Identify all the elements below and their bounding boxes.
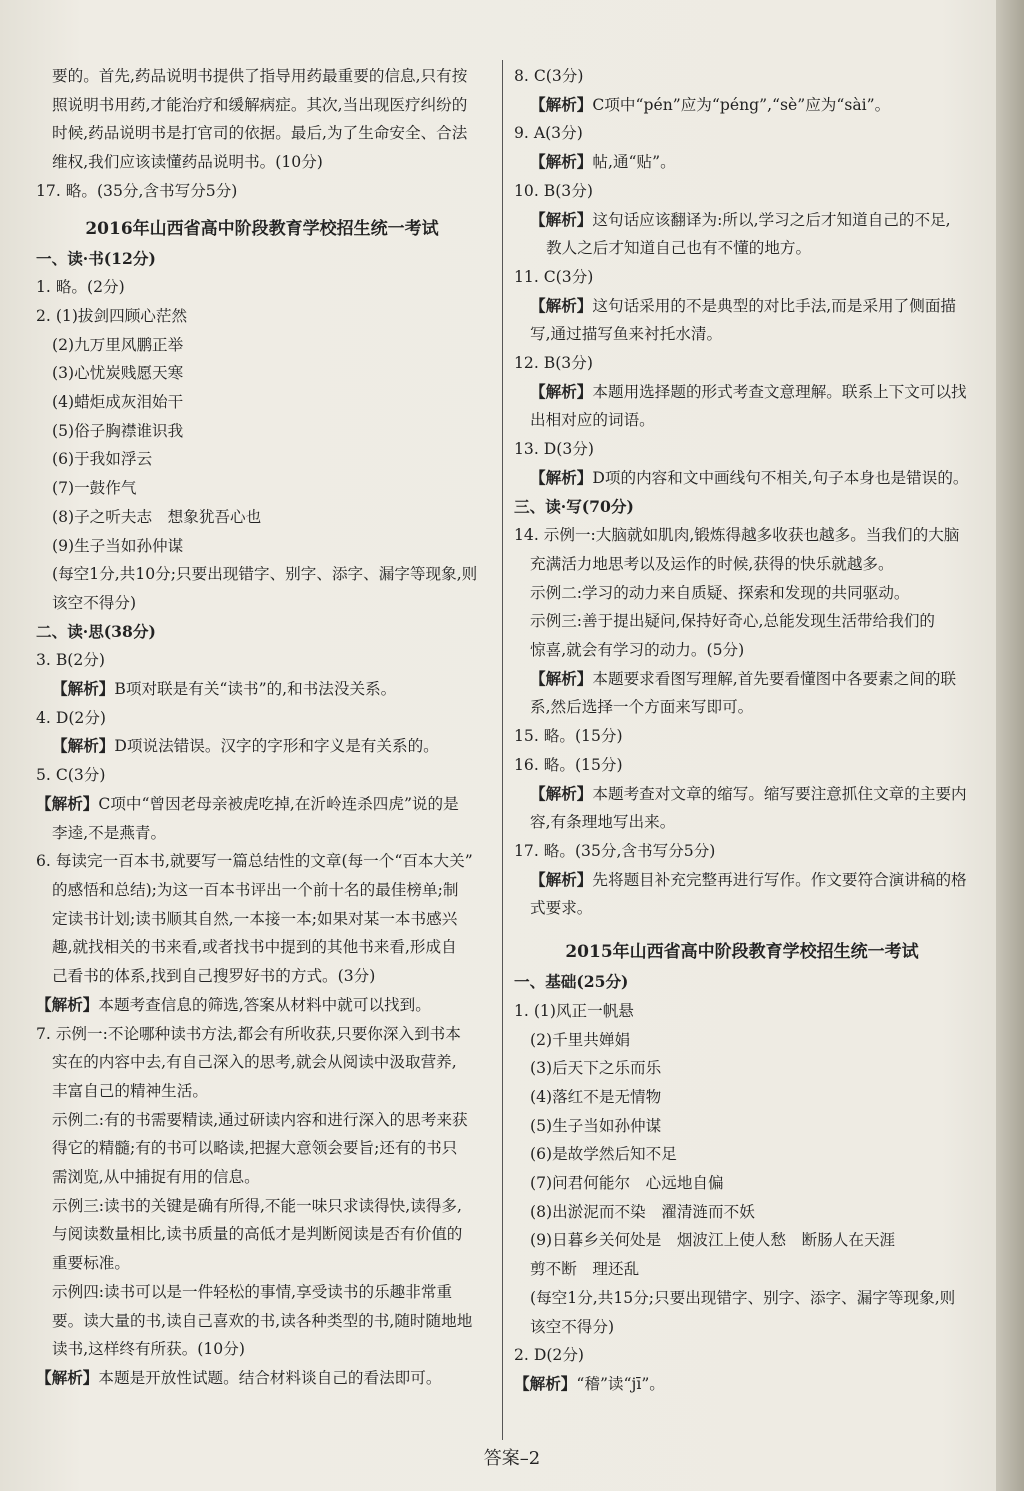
analysis-text: 容,有条理地写出来。	[530, 813, 676, 832]
analysis-tag: 【解析】	[52, 736, 115, 756]
analysis-text: 帖,通“贴”。	[592, 153, 676, 172]
question-1-item: (6)是故学然后知不足	[530, 1145, 677, 1164]
analysis-text: 系,然后选择一个方面来写即可。	[530, 698, 754, 717]
question-12: 12. B(3分)	[514, 354, 593, 373]
question-2-item: (2)九万里风鹏正举	[52, 335, 184, 354]
analysis-text: 写,通过描写鱼来衬托水清。	[530, 325, 723, 344]
question-1-item: (3)后天下之乐而乐	[530, 1059, 662, 1078]
analysis-tag: 【解析】	[36, 994, 99, 1014]
question-13: 13. D(3分)	[514, 440, 594, 459]
text-line: 充满活力地思考以及运作的时候,获得的快乐就越多。	[530, 554, 894, 573]
analysis-text: 本题考查对文章的缩写。缩写要注意抓住文章的主要内	[592, 784, 967, 803]
question-1-item: 1. (1)风正一帆悬	[514, 1001, 634, 1020]
analysis	[36, 675, 488, 704]
analysis-text: D项说法错误。汉字的字形和字义是有关系的。	[114, 737, 439, 756]
question-2-item: (6)于我如浮云	[52, 450, 153, 469]
scoring-note: 该空不得分)	[52, 593, 137, 612]
question-5: 5. C(3分)	[36, 766, 106, 785]
analysis-text: B项对联是有关“读书”的,和书法没关系。	[114, 680, 397, 699]
analysis-tag: 【解析】	[530, 381, 593, 401]
analysis-text: “稽”读“jī”。	[576, 1374, 665, 1393]
question-17-prev: 17. 略。(35分,含书写分5分)	[36, 181, 238, 200]
analysis	[514, 206, 970, 235]
question-1-item: (8)出淤泥而不染 濯清涟而不妖	[530, 1202, 755, 1221]
left-column	[36, 62, 488, 1393]
section-heading-3: 三、读·写(70分)	[514, 496, 634, 516]
question-2-item: (4)蜡炬成灰泪始干	[52, 393, 184, 412]
analysis-text: 这句话应该翻译为:所以,学习之后才知道自己的不足,	[592, 210, 951, 229]
analysis-tag: 【解析】	[530, 209, 593, 229]
analysis-tag: 【解析】	[530, 869, 593, 889]
question-17: 17. 略。(35分,含书写分5分)	[514, 841, 716, 860]
analysis	[36, 790, 488, 819]
analysis-text: 出相对应的词语。	[530, 411, 655, 430]
analysis-tag: 【解析】	[530, 783, 593, 803]
text-line: 要。读大量的书,读自己喜欢的书,读各种类型的书,随时随地地	[52, 1311, 473, 1330]
analysis-text: C项中“曾因老母亲被虎吃掉,在沂岭连杀四虎”说的是	[98, 794, 459, 813]
exam-2015-title: 2015年山西省高中阶段教育学校招生统一考试	[565, 942, 919, 963]
analysis-tag: 【解析】	[36, 1367, 99, 1387]
analysis-tag: 【解析】	[530, 668, 593, 688]
question-1: 1. 略。(2分)	[36, 278, 125, 297]
text-line: 重要标准。	[52, 1254, 130, 1273]
text-line: 的感悟和总结);为这一百本书评出一个前十名的最佳榜单;制	[52, 880, 459, 899]
question-3: 3. B(2分)	[36, 651, 105, 670]
text-line: 惊喜,就会有学习的动力。(5分)	[530, 641, 745, 660]
text-line: 读书,这样终有所获。(10分)	[52, 1340, 245, 1359]
question-1-item: (2)千里共婵娟	[530, 1030, 631, 1049]
analysis-tag: 【解析】	[530, 152, 593, 172]
analysis-text: 式要求。	[530, 899, 593, 918]
question-10: 10. B(3分)	[514, 181, 593, 200]
analysis-text: C项中“pén”应为“péng”,“sè”应为“sài”。	[592, 95, 891, 114]
question-2-item: (5)俗子胸襟谁识我	[52, 421, 184, 440]
question-8: 8. C(3分)	[514, 67, 584, 85]
scoring-note: (每空1分,共15分;只要出现错字、别字、添字、漏字等现象,则	[530, 1288, 956, 1307]
question-4: 4. D(2分)	[36, 708, 107, 727]
analysis	[514, 1370, 970, 1399]
analysis-tag: 【解析】	[530, 94, 593, 114]
analysis	[36, 991, 488, 1020]
analysis	[514, 780, 970, 809]
analysis-tag: 【解析】	[52, 679, 115, 699]
question-1-item: (5)生子当如孙仲谋	[530, 1116, 662, 1135]
analysis	[514, 91, 970, 120]
analysis-tag: 【解析】	[36, 793, 99, 813]
analysis-text: 教人之后才知道自己也有不懂的地方。	[546, 239, 812, 258]
question-2-item: (3)心忧炭贱愿天寒	[52, 364, 184, 383]
text-line: 丰富自己的精神生活。	[52, 1081, 208, 1100]
section-heading-base: 一、基础(25分)	[514, 972, 629, 992]
column-divider	[502, 60, 503, 1440]
question-11: 11. C(3分)	[514, 267, 594, 286]
analysis-tag: 【解析】	[530, 467, 593, 487]
page-edge-shadow	[996, 0, 1024, 1491]
text-line: 示例二:学习的动力来自质疑、探索和发现的共同驱动。	[530, 583, 910, 602]
question-2-item: 2. (1)拔剑四顾心茫然	[36, 306, 188, 325]
page-footer: 答案–2	[483, 1448, 541, 1469]
text-line: 与阅读数量相比,读书质量的高低才是判断阅读是否有价值的	[52, 1225, 463, 1244]
text-line: 示例二:有的书需要精读,通过研读内容和进行深入的思考来获	[52, 1110, 468, 1129]
text-line: 趣,就找相关的书来看,或者找书中提到的其他书来看,形成自	[52, 938, 457, 957]
text-line: 示例四:读书可以是一件轻松的事情,享受读书的乐趣非常重	[52, 1282, 453, 1301]
scoring-note: (每空1分,共10分;只要出现错字、别字、添字、漏字等现象,则	[52, 565, 478, 584]
question-1-item: (9)日暮乡关何处是 烟波江上使人愁 断肠人在天涯	[530, 1231, 896, 1250]
right-column	[514, 62, 970, 1399]
question-9: 9. A(3分)	[514, 124, 583, 143]
analysis	[36, 732, 488, 761]
analysis-text: 本题用选择题的形式考查文意理解。联系上下文可以找	[592, 382, 967, 401]
question-7: 7. 示例一:不论哪种读书方法,都会有所收获,只要你深入到书本	[36, 1024, 461, 1043]
scoring-note: 该空不得分)	[530, 1317, 615, 1336]
text-line: 示例三:善于提出疑问,保持好奇心,总能发现生活带给我们的	[530, 612, 936, 631]
analysis	[514, 866, 970, 895]
text-line: 得它的精髓;有的书可以略读,把握大意领会要旨;还有的书只	[52, 1139, 458, 1158]
analysis	[514, 292, 970, 321]
question-2-item: (9)生子当如孙仲谋	[52, 536, 184, 555]
text-line: 己看书的体系,找到自己搜罗好书的方式。(3分)	[52, 967, 376, 986]
question-14: 14. 示例一:大脑就如肌肉,锻炼得越多收获也越多。当我们的大脑	[514, 526, 960, 545]
analysis-text: 先将题目补充完整再进行写作。作文要符合演讲稿的格	[592, 870, 967, 889]
text-line: 示例三:读书的关键是确有所得,不能一味只求读得快,读得多,	[52, 1196, 462, 1215]
text-line: 定读书计划;读书顺其自然,一本接一本;如果对某一本书感兴	[52, 909, 458, 928]
question-2: 2. D(2分)	[514, 1346, 585, 1365]
analysis-text: 李逵,不是燕青。	[52, 823, 167, 842]
analysis-text: D项的内容和文中画线句不相关,句子本身也是错误的。	[592, 468, 969, 487]
analysis	[514, 665, 970, 694]
exam-2016-title: 2016年山西省高中阶段教育学校招生统一考试	[85, 218, 439, 239]
analysis-text: 本题要求看图写理解,首先要看懂图中各要素之间的联	[592, 669, 957, 688]
text-line: 时候,药品说明书是打官司的依据。最后,为了生命安全、合法	[52, 124, 468, 143]
question-1-item: 剪不断 理还乱	[530, 1260, 640, 1279]
analysis-text: 本题是开放性试题。结合材料谈自己的看法即可。	[98, 1368, 442, 1387]
text-line: 实在的内容中去,有自己深入的思考,就会从阅读中汲取营养,	[52, 1053, 457, 1072]
analysis-tag: 【解析】	[530, 295, 593, 315]
analysis	[514, 464, 970, 493]
question-1-item: (7)问君何能尔 心远地自偏	[530, 1174, 724, 1193]
question-2-item: (8)子之听夫志 想象犹吾心也	[52, 507, 262, 526]
analysis-tag: 【解析】	[514, 1373, 577, 1393]
text-line: 维权,我们应该读懂药品说明书。(10分)	[52, 153, 323, 172]
text-line: 需浏览,从中捕捉有用的信息。	[52, 1168, 260, 1187]
text-line: 照说明书用药,才能治疗和缓解病症。其次,当出现医疗纠纷的	[52, 95, 468, 114]
analysis	[36, 1364, 488, 1393]
text-line: 要的。首先,药品说明书提供了指导用药最重要的信息,只有按	[52, 67, 468, 85]
question-1-item: (4)落红不是无情物	[530, 1087, 662, 1106]
section-heading-2: 二、读·思(38分)	[36, 621, 156, 641]
analysis-text: 本题考查信息的筛选,答案从材料中就可以找到。	[98, 995, 431, 1014]
question-16: 16. 略。(15分)	[514, 755, 623, 774]
question-2-item: (7)一鼓作气	[52, 479, 137, 498]
analysis	[514, 378, 970, 407]
analysis	[514, 148, 970, 177]
section-heading-1: 一、读·书(12分)	[36, 248, 156, 268]
analysis-text: 这句话采用的不是典型的对比手法,而是采用了侧面描	[592, 296, 957, 315]
question-15: 15. 略。(15分)	[514, 727, 623, 746]
question-6: 6. 每读完一百本书,就要写一篇总结性的文章(每一个“百本大关”	[36, 852, 473, 871]
